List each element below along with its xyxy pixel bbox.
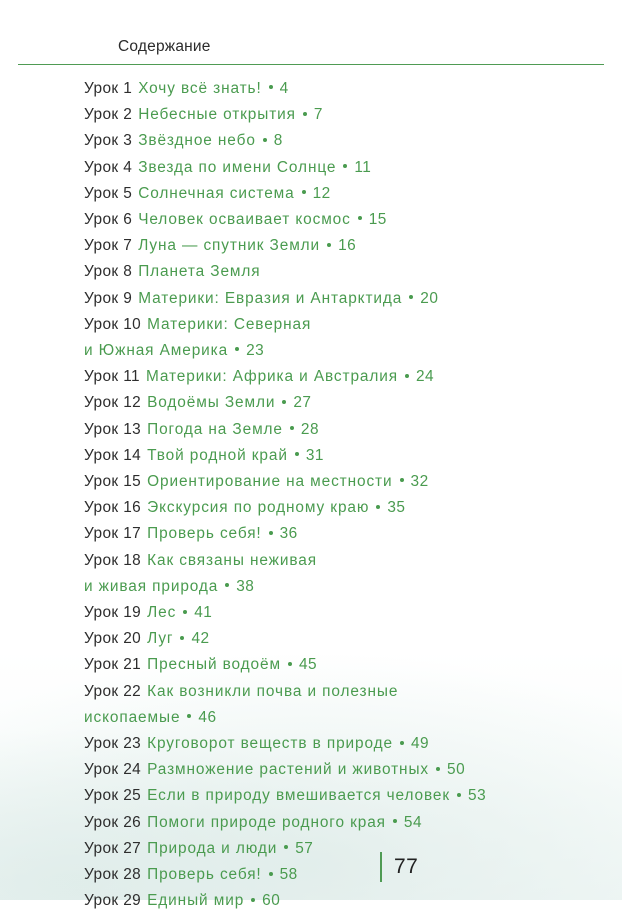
toc-entry-page: 24 (415, 368, 435, 386)
toc-entry-page: 16 (338, 237, 357, 255)
toc-entry[interactable] (0, 181, 622, 207)
toc-entry-lesson: Урок 7 (84, 237, 133, 255)
bullet-icon (269, 872, 273, 876)
table-of-contents (0, 76, 622, 915)
bullet-icon (235, 347, 239, 351)
toc-entry-page: 54 (403, 813, 423, 831)
toc-entry-title: Природа и люди (147, 839, 278, 857)
toc-entry-lesson: Урок 11 (84, 368, 140, 386)
bullet-icon (376, 505, 380, 509)
toc-entry-lesson: Урок 2 (84, 106, 133, 124)
toc-entry-page: 36 (279, 525, 298, 543)
toc-entry[interactable] (0, 259, 622, 285)
toc-entry-lesson: Урок 23 (84, 735, 142, 753)
toc-entry-lesson: Урок 27 (84, 839, 142, 857)
toc-entry-page: 11 (354, 158, 372, 176)
toc-entry-title: Экскурсия по родному краю (147, 499, 370, 517)
toc-entry-title: Водоёмы Земли (147, 394, 276, 412)
bullet-icon (400, 741, 404, 745)
toc-entry[interactable] (0, 888, 622, 914)
toc-entry-title: Планета Земля (138, 263, 261, 281)
toc-entry[interactable] (0, 495, 622, 521)
toc-entry[interactable] (0, 836, 622, 862)
bullet-icon (288, 662, 292, 666)
toc-entry[interactable] (0, 390, 622, 416)
toc-entry-page: 58 (279, 866, 298, 884)
toc-entry-lesson: Урок 13 (84, 420, 142, 438)
bullet-icon (303, 112, 307, 116)
toc-entry[interactable] (0, 810, 622, 836)
toc-entry-title: Проверь себя! (147, 866, 262, 884)
toc-entry-lesson: Урок 4 (84, 158, 133, 176)
toc-entry-title: Материки: Северная (147, 315, 312, 333)
toc-entry-page: 32 (410, 473, 429, 491)
toc-entry[interactable] (0, 76, 622, 102)
toc-entry[interactable] (0, 548, 622, 574)
toc-entry-page: 35 (387, 499, 406, 517)
toc-entry-title: Ориентирование на местности (147, 473, 393, 491)
toc-entry-lesson: Урок 26 (84, 813, 142, 831)
toc-entry-title: Лес (147, 604, 177, 622)
toc-entry-title: Проверь себя! (147, 525, 262, 543)
toc-entry[interactable] (0, 233, 622, 259)
toc-entry-page: 8 (273, 132, 283, 150)
toc-entry-page: 60 (262, 892, 281, 910)
bullet-icon (282, 400, 286, 404)
toc-entry-lesson: Урок 25 (84, 787, 142, 805)
bullet-icon (187, 714, 191, 718)
bullet-icon (295, 452, 299, 456)
toc-entry-title: Помоги природе родного края (147, 813, 386, 831)
toc-entry-page: 4 (279, 80, 289, 97)
toc-entry-page: 57 (295, 839, 314, 857)
toc-entry-title: Человек осваивает космос (138, 211, 351, 229)
toc-entry-page: 42 (191, 630, 210, 648)
bullet-icon (269, 531, 273, 535)
toc-entry-page: 27 (293, 394, 312, 412)
toc-entry[interactable] (0, 155, 622, 181)
toc-entry-lesson: Урок 22 (84, 682, 142, 700)
bullet-icon (405, 374, 409, 378)
toc-entry-lesson: Урок 17 (84, 525, 142, 543)
bullet-icon (457, 793, 461, 797)
footer-accent-bar (380, 852, 382, 882)
toc-entry-page: 38 (236, 577, 255, 595)
toc-entry-lesson: Урок 21 (84, 656, 142, 674)
toc-entry-page: 20 (420, 289, 439, 307)
toc-entry-lesson: Урок 24 (84, 761, 142, 779)
toc-entry-lesson: Урок 10 (84, 315, 142, 333)
toc-entry-title: и живая природа (84, 577, 219, 595)
toc-entry[interactable] (0, 731, 622, 757)
toc-entry-page: 53 (468, 787, 487, 805)
toc-entry-title: Как связаны неживая (147, 551, 317, 569)
toc-entry-lesson: Урок 5 (84, 184, 133, 202)
bullet-icon (400, 478, 404, 482)
toc-entry-page: 23 (246, 342, 265, 360)
toc-entry-title: Материки: Африка и Австралия (146, 368, 398, 386)
toc-entry-title: Размножение растений и животных (147, 761, 430, 779)
bullet-icon (183, 610, 187, 614)
toc-entry[interactable] (0, 757, 622, 783)
toc-entry[interactable] (0, 652, 622, 678)
toc-entry-title: Луг (147, 630, 174, 648)
toc-entry-lesson: Урок 29 (84, 892, 142, 910)
bullet-icon (263, 138, 267, 142)
toc-entry-page: 46 (198, 708, 217, 726)
toc-entry-lesson: Урок 9 (84, 289, 133, 307)
bullet-icon (225, 583, 229, 587)
toc-entry-title: Луна — спутник Земли (138, 237, 321, 255)
toc-entry[interactable] (0, 679, 622, 705)
bullet-icon (284, 845, 288, 849)
toc-entry-lesson: Урок 20 (84, 630, 142, 648)
toc-entry-lesson: Урок 14 (84, 446, 142, 464)
toc-entry-title: Если в природу вмешивается человек (147, 787, 451, 805)
toc-entry-title: Как возникли почва и полезные (147, 682, 399, 700)
toc-entry-lesson: Урок 19 (84, 604, 142, 622)
toc-entry[interactable] (0, 417, 622, 443)
toc-entry-lesson: Урок 6 (84, 211, 133, 229)
toc-entry-title: Круговорот веществ в природе (147, 735, 393, 753)
toc-entry-page: 7 (313, 106, 323, 124)
header-divider (18, 64, 604, 65)
page-number: 77 (394, 855, 419, 878)
toc-entry-lesson: Урок 12 (84, 394, 142, 412)
toc-entry[interactable] (0, 521, 622, 547)
toc-entry-lesson: Урок 28 (84, 866, 142, 884)
toc-entry-page: 49 (410, 735, 430, 753)
toc-entry-page: 12 (312, 184, 331, 202)
toc-entry-title: Звезда по имени Солнце (138, 158, 337, 176)
toc-entry-page: 15 (368, 211, 387, 229)
bullet-icon (290, 426, 294, 430)
page-footer (380, 852, 418, 882)
toc-entry-title: Единый мир (147, 892, 245, 910)
bullet-icon (269, 85, 273, 89)
bullet-icon (327, 243, 331, 247)
toc-entry[interactable] (0, 862, 622, 888)
toc-entry-lesson: Урок 3 (84, 132, 133, 150)
toc-entry-title: Солнечная система (138, 184, 295, 202)
toc-entry[interactable] (0, 338, 622, 364)
toc-entry-page: 31 (305, 446, 324, 464)
toc-entry-lesson: Урок 16 (84, 499, 142, 517)
toc-entry[interactable] (0, 783, 622, 809)
toc-entry-lesson: Урок 8 (84, 263, 133, 281)
toc-entry[interactable] (0, 574, 622, 600)
toc-entry[interactable] (0, 102, 622, 128)
bullet-icon (409, 295, 413, 299)
toc-entry-page: 41 (194, 604, 213, 622)
toc-entry-lesson: Урок 15 (84, 473, 142, 491)
bullet-icon (302, 190, 306, 194)
toc-entry[interactable] (0, 207, 622, 233)
toc-entry[interactable] (0, 626, 622, 652)
bullet-icon (436, 767, 440, 771)
toc-entry[interactable] (0, 469, 622, 495)
toc-entry-title: Звёздное небо (138, 132, 256, 150)
toc-entry-title: Пресный водоём (147, 656, 281, 674)
toc-entry-title: Небесные открытия (138, 106, 296, 124)
toc-entry[interactable] (0, 443, 622, 469)
toc-entry[interactable] (0, 600, 622, 626)
toc-entry-title: и Южная Америка (84, 342, 229, 360)
toc-entry-title: Погода на Земле (147, 420, 283, 438)
bullet-icon (358, 216, 362, 220)
toc-entry[interactable] (0, 286, 622, 312)
toc-entry[interactable] (0, 128, 622, 154)
toc-entry-lesson: Урок 1 (84, 80, 133, 97)
toc-entry[interactable] (0, 364, 622, 390)
toc-entry-lesson: Урок 18 (84, 551, 142, 569)
toc-entry-title: ископаемые (84, 708, 181, 726)
page-title: Содержание (118, 38, 211, 55)
bullet-icon (180, 636, 184, 640)
toc-entry-page: 50 (447, 761, 466, 779)
toc-entry-page: 45 (298, 656, 318, 674)
toc-entry-title: Твой родной край (147, 446, 288, 464)
bullet-icon (393, 819, 397, 823)
toc-entry[interactable] (0, 312, 622, 338)
toc-entry-page: 28 (300, 420, 320, 438)
bullet-icon (343, 164, 347, 168)
toc-entry-title: Хочу всё знать! (138, 80, 262, 97)
toc-entry[interactable] (0, 705, 622, 731)
toc-entry-title: Материки: Евразия и Антарктида (138, 289, 403, 307)
